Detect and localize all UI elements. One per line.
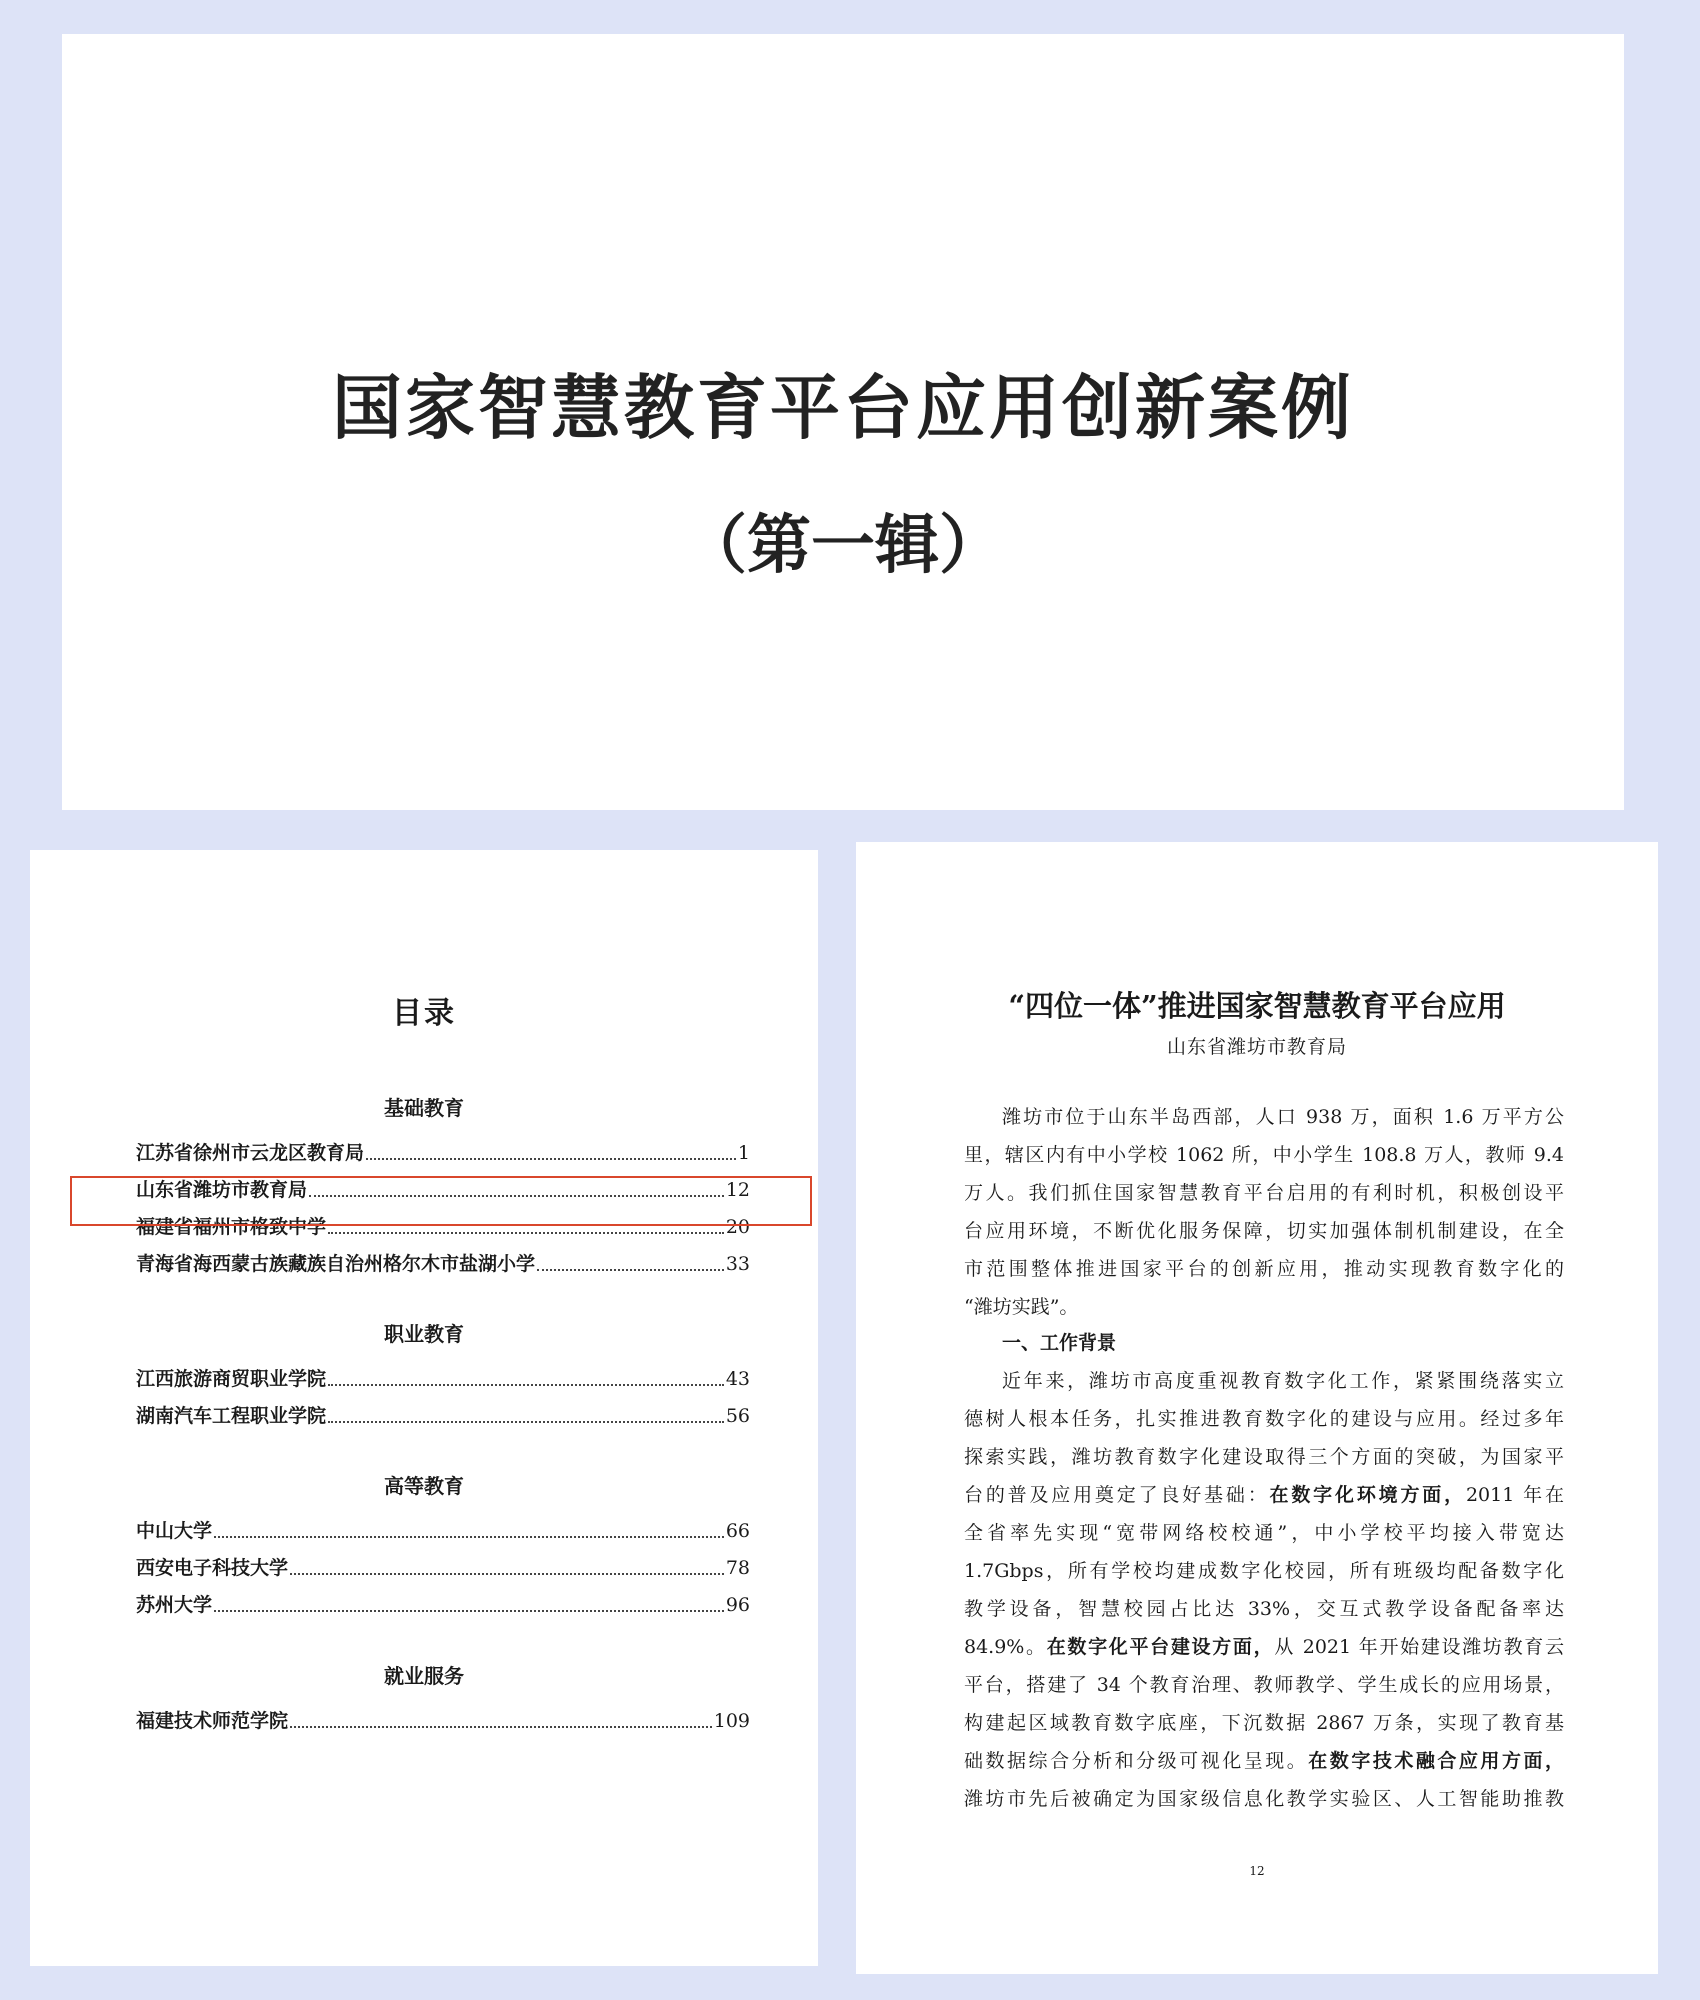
toc-leader-dots (214, 1609, 724, 1612)
paragraph-line (964, 1482, 1564, 1508)
toc-entry[interactable] (136, 1590, 750, 1620)
toc-leader-dots (366, 1157, 736, 1160)
paragraph-text: 2011 年在 (1465, 1484, 1564, 1506)
paragraph-text: 从 2021 年开始建设潍坊教育云 (1274, 1636, 1564, 1658)
paragraph-line: 平台，搭建了 34 个教育治理、教师教学、学生成长的应用场景， (964, 1674, 1564, 1696)
paragraph-line: 万人。我们抓住国家智慧教育平台启用的有利时机，积极创设平 (964, 1182, 1564, 1204)
toc-entry[interactable] (136, 1401, 750, 1431)
paragraph-text: 台的普及应用奠定了良好基础： (964, 1484, 1270, 1506)
toc-entry-label: 中山大学 (136, 1520, 213, 1542)
paragraph-line: 探索实践，潍坊教育数字化建设取得三个方面的突破，为国家平 (964, 1446, 1564, 1468)
cover-page (62, 34, 1624, 810)
paragraph-line: 近年来，潍坊市高度重视教育数字化工作，紧紧围绕落实立 (1002, 1370, 1564, 1392)
toc-entry-label: 西安电子科技大学 (136, 1557, 289, 1579)
toc-section-basic-education: 基础教育 (384, 1096, 464, 1120)
toc-leader-dots (290, 1725, 712, 1728)
paragraph-line: 台应用环境，不断优化服务保障，切实加强体制机制建设，在全 (964, 1220, 1564, 1242)
toc-entry-page: 33 (725, 1253, 750, 1275)
paragraph-line: 潍坊市位于山东半岛西部，人口 938 万，面积 1.6 万平方公 (1002, 1106, 1564, 1128)
toc-entry-label: 青海省海西蒙古族藏族自治州格尔木市盐湖小学 (136, 1253, 536, 1275)
emphasis-text: 在数字化环境方面， (1269, 1484, 1466, 1506)
highlight-box (70, 1176, 812, 1226)
toc-entry-label: 江苏省徐州市云龙区教育局 (136, 1142, 365, 1164)
paragraph-line: “潍坊实践”。 (964, 1296, 1079, 1318)
article-title: “四位一体”推进国家智慧教育平台应用 (1008, 989, 1506, 1023)
paragraph-line: 里，辖区内有中小学校 1062 所，中小学生 108.8 万人，教师 9.4 (964, 1144, 1564, 1166)
toc-leader-dots (328, 1231, 724, 1234)
toc-leader-dots (328, 1383, 724, 1386)
toc-entry[interactable] (136, 1706, 750, 1736)
toc-entry-label: 山东省潍坊市教育局 (136, 1179, 308, 1201)
toc-section-vocational-education: 职业教育 (384, 1322, 464, 1346)
toc-section-higher-education: 高等教育 (384, 1474, 464, 1498)
toc-entry-label: 江西旅游商贸职业学院 (136, 1368, 327, 1390)
toc-entry-label: 苏州大学 (136, 1594, 213, 1616)
toc-entry[interactable] (136, 1249, 750, 1279)
paragraph-text: 84.9%。 (964, 1636, 1047, 1658)
page-number: 12 (1249, 1864, 1265, 1878)
paragraph-line: 全省率先实现“宽带网络校校通”，中小学校平均接入带宽达 (964, 1522, 1564, 1544)
toc-heading: 目录 (392, 996, 456, 1031)
emphasis-text: 在数字化平台建设方面， (1046, 1636, 1275, 1658)
paragraph-line: 1.7Gbps，所有学校均建成数字化校园，所有班级均配备数字化 (964, 1560, 1564, 1582)
paragraph-text: 础数据综合分析和分级可视化呈现。 (964, 1750, 1309, 1772)
emphasis-text: 在数字技术融合应用方面， (1308, 1750, 1564, 1772)
section-heading: 一、工作背景 (1002, 1332, 1117, 1354)
paragraph-line: 潍坊市先后被确定为国家级信息化教学实验区、人工智能助推教 (964, 1788, 1564, 1810)
toc-entry-page: 43 (725, 1368, 750, 1390)
toc-section-employment-services: 就业服务 (384, 1664, 464, 1688)
paragraph-line (964, 1634, 1564, 1660)
toc-entry-label: 湖南汽车工程职业学院 (136, 1405, 327, 1427)
toc-entry-page: 1 (737, 1142, 750, 1164)
toc-entry-page: 20 (725, 1216, 750, 1238)
paragraph-line: 构建起区域教育数字底座，下沉数据 2867 万条，实现了教育基 (964, 1712, 1564, 1734)
toc-entry-page: 96 (725, 1594, 750, 1616)
toc-entry-page: 66 (725, 1520, 750, 1542)
toc-entry[interactable] (136, 1364, 750, 1394)
toc-entry[interactable] (136, 1553, 750, 1583)
article-author: 山东省潍坊市教育局 (1166, 1036, 1347, 1058)
toc-entry-label: 福建技术师范学院 (136, 1710, 289, 1732)
toc-entry[interactable] (136, 1516, 750, 1546)
toc-leader-dots (537, 1268, 724, 1271)
cover-subtitle: （第一辑） (683, 509, 1003, 583)
toc-entry-page: 12 (725, 1179, 750, 1201)
toc-leader-dots (214, 1535, 724, 1538)
cover-title: 国家智慧教育平台应用创新案例 (332, 367, 1354, 449)
toc-entry-page: 78 (725, 1557, 750, 1579)
paragraph-line: 市范围整体推进国家平台的创新应用，推动实现教育数字化的 (964, 1258, 1564, 1280)
toc-entry-label: 福建省福州市格致中学 (136, 1216, 327, 1238)
toc-entry[interactable] (136, 1138, 750, 1168)
toc-leader-dots (290, 1572, 724, 1575)
toc-entry-page: 56 (725, 1405, 750, 1427)
toc-entry-page: 109 (713, 1710, 750, 1732)
toc-page (30, 850, 818, 1966)
paragraph-line: 德树人根本任务，扎实推进教育数字化的建设与应用。经过多年 (964, 1408, 1564, 1430)
paragraph-line (964, 1748, 1564, 1774)
article-page (856, 842, 1658, 1974)
toc-leader-dots (328, 1420, 724, 1423)
paragraph-line: 教学设备，智慧校园占比达 33%，交互式教学设备配备率达 (964, 1598, 1564, 1620)
